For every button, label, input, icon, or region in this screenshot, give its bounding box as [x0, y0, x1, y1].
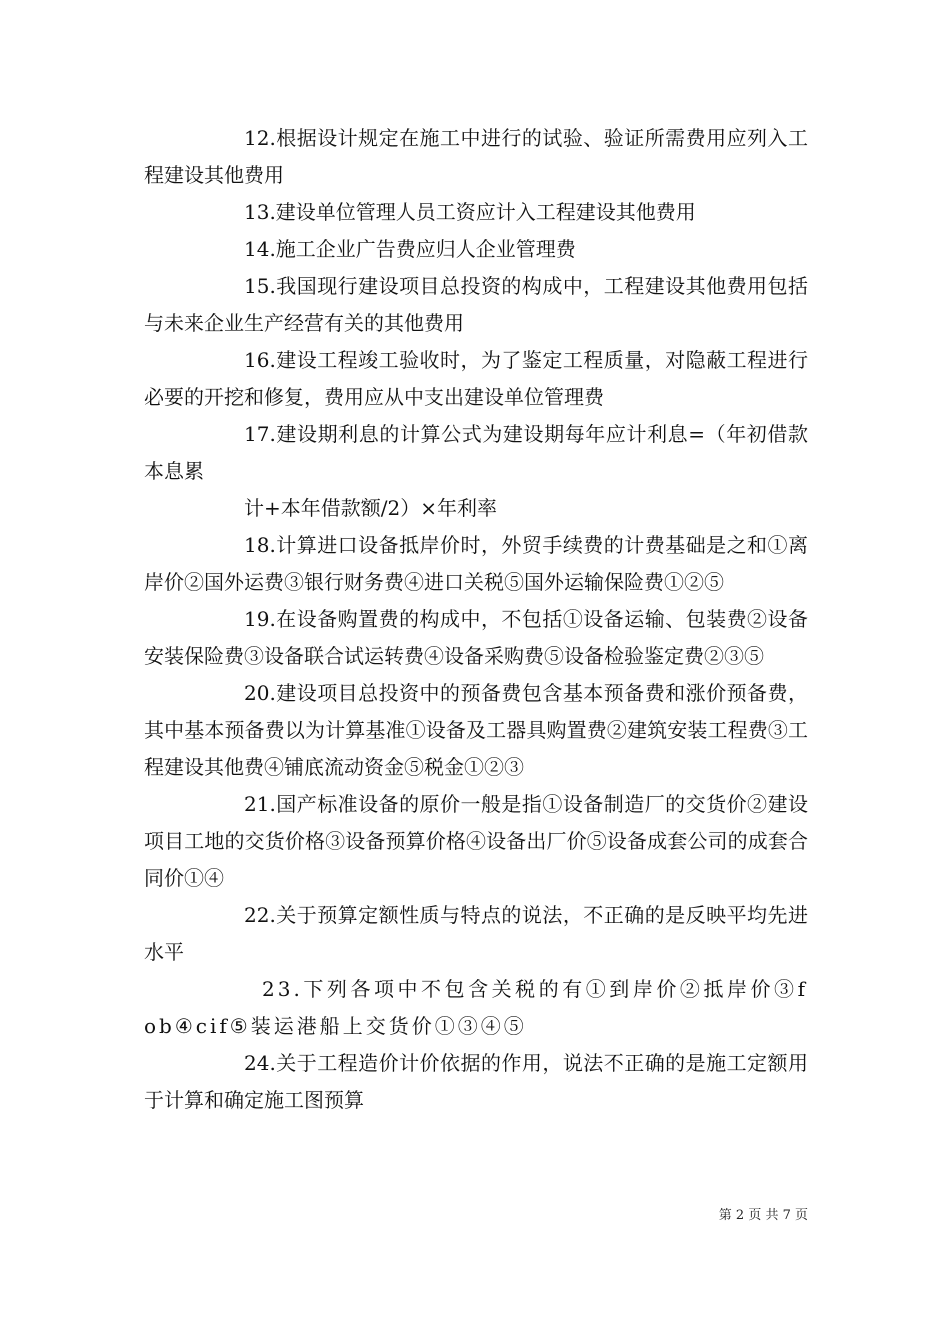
paragraph-12: 12.根据设计规定在施工中进行的试验、验证所需费用应列入工程建设其他费用 [144, 126, 808, 187]
paragraph-15: 15.我国现行建设项目总投资的构成中，工程建设其他费用包括与未来企业生产经营有关的其他费用 [144, 274, 808, 335]
paragraph-14: 14.施工企业广告费应归人企业管理费 [244, 237, 576, 261]
paragraph-17: 17.建设期利息的计算公式为建设期每年应计利息=（年初借款本息累 [144, 422, 808, 483]
paragraph-20: 20.建设项目总投资中的预备费包含基本预备费和涨价预备费，其中基本预备费以为计算基准①设备及工器具购置费②建筑安装工程费③工程建设其他费④铺底流动资金⑤税金①②③ [144, 681, 808, 779]
paragraph-16: 16.建设工程竣工验收时，为了鉴定工程质量，对隐蔽工程进行必要的开挖和修复，费用应从中支出建设单位管理费 [144, 348, 808, 409]
document-body [144, 120, 808, 1119]
paragraph-17-continued: 计+本年借款额/2）×年利率 [244, 496, 497, 520]
paragraph-22: 22.关于预算定额性质与特点的说法，不正确的是反映平均先进水平 [144, 903, 808, 964]
paragraph-13: 13.建设单位管理人员工资应计入工程建设其他费用 [244, 200, 696, 224]
paragraph-18: 18.计算进口设备抵岸价时，外贸手续费的计费基础是之和①离岸价②国外运费③银行财务费④进口关税⑤国外运输保险费①②⑤ [144, 533, 808, 594]
paragraph-19: 19.在设备购置费的构成中，不包括①设备运输、包装费②设备安装保险费③设备联合试运转费④设备采购费⑤设备检验鉴定费②③⑤ [144, 607, 808, 668]
page-number-footer: 第 2 页 共 7 页 [718, 1208, 808, 1223]
paragraph-21: 21.国产标准设备的原价一般是指①设备制造厂的交货价②建设项目工地的交货价格③设备预算价格④设备出厂价⑤设备成套公司的成套合同价①④ [144, 792, 808, 890]
paragraph-23: 23.下列各项中不包含关税的有①到岸价②抵岸价③fob④cif⑤装运港船上交货价①③④⑤ [144, 977, 808, 1038]
paragraph-24: 24.关于工程造价计价依据的作用，说法不正确的是施工定额用于计算和确定施工图预算 [144, 1051, 808, 1112]
